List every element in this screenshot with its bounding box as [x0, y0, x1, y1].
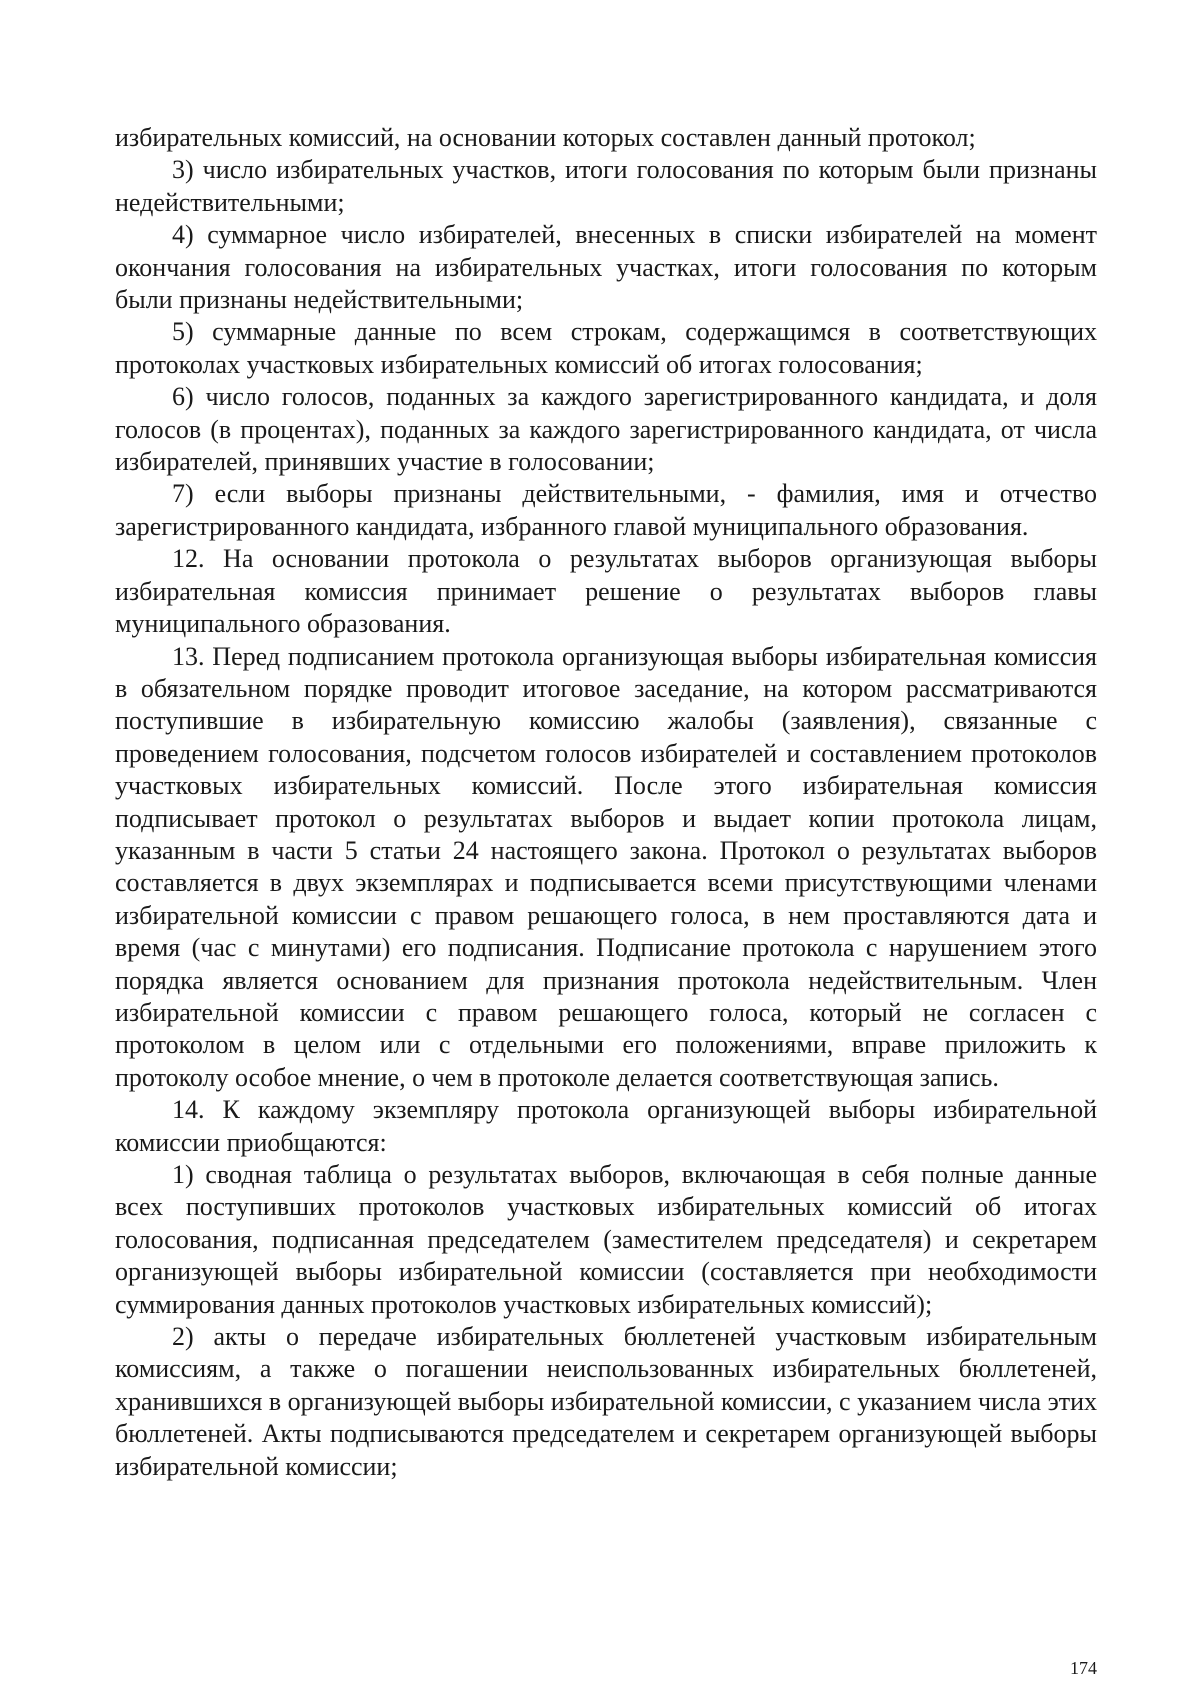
clause-12: 12. На основании протокола о результатах выборов организующая выборы избирательная комиссия принимает решение о результатах выборов главы муниципального образования.: [115, 544, 1097, 639]
page-number: 174: [1070, 1658, 1097, 1678]
paragraph-continuation: избирательных комиссий, на основании которых составлен данный протокол;: [115, 123, 976, 152]
document-body: [115, 122, 1097, 1483]
list-item-3: 3) число избирательных участков, итоги голосования по которым были признаны недействительными;: [115, 155, 1097, 217]
list-item-4: 4) суммарное число избирателей, внесенных в списки избирателей на момент окончания голосования на избирательных участках, итоги голосования по которым были признаны недействительными;: [115, 220, 1097, 315]
clause-13: 13. Перед подписанием протокола организующая выборы избирательная комиссия в обязательном порядке проводит итоговое заседание, на котором рассматриваются поступившие в избирательную комиссию жалобы (заявления), связанные с проведением голосования, подсчетом голосов избирателей и составлением протоколов участковых избирательных комиссий. После этого избирательная комиссия подписывает протокол о результатах выборов и выдает копии протокола лицам, указанным в части 5 статьи 24 настоящего закона. Протокол о результатах выборов составляется в двух экземплярах и подписывается всеми присутствующими членами избирательной комиссии с правом решающего голоса, в нем проставляются дата и время (час с минутами) его подписания. Подписание протокола с нарушением этого порядка является основанием для признания протокола недействительным. Член избирательной комиссии с правом решающего голоса, который не согласен с протоколом в целом или с отдельными его положениями, вправе приложить к протоколу особое мнение, о чем в протоколе делается соответствующая запись.: [115, 641, 1097, 1092]
clause-14: 14. К каждому экземпляру протокола организующей выборы избирательной комиссии приобщаются:: [115, 1095, 1097, 1157]
list-item-6: 6) число голосов, поданных за каждого зарегистрированного кандидата, и доля голосов (в процентах), поданных за каждого зарегистрированного кандидата, от числа избирателей, принявших участие в голосовании;: [115, 382, 1097, 477]
list-item-5: 5) суммарные данные по всем строкам, содержащимся в соответствующих протоколах участковых избирательных комиссий об итогах голосования;: [115, 317, 1097, 379]
list-item-7: 7) если выборы признаны действительными, - фамилия, имя и отчество зарегистрированного кандидата, избранного главой муниципального образования.: [115, 479, 1097, 541]
list-item-2: 2) акты о передаче избирательных бюллетеней участковым избирательным комиссиям, а также о погашении неиспользованных избирательных бюллетеней, хранившихся в организующей выборы избирательной комиссии, с указанием числа этих бюллетеней. Акты подписываются председателем и секретарем организующей выборы избирательной комиссии;: [115, 1322, 1097, 1481]
list-item-1: 1) сводная таблица о результатах выборов, включающая в себя полные данные всех поступивших протоколов участковых избирательных комиссий об итогах голосования, подписанная председателем (заместителем председателя) и секретарем организующей выборы избирательной комиссии (составляется при необходимости суммирования данных протоколов участковых избирательных комиссий);: [115, 1160, 1097, 1319]
